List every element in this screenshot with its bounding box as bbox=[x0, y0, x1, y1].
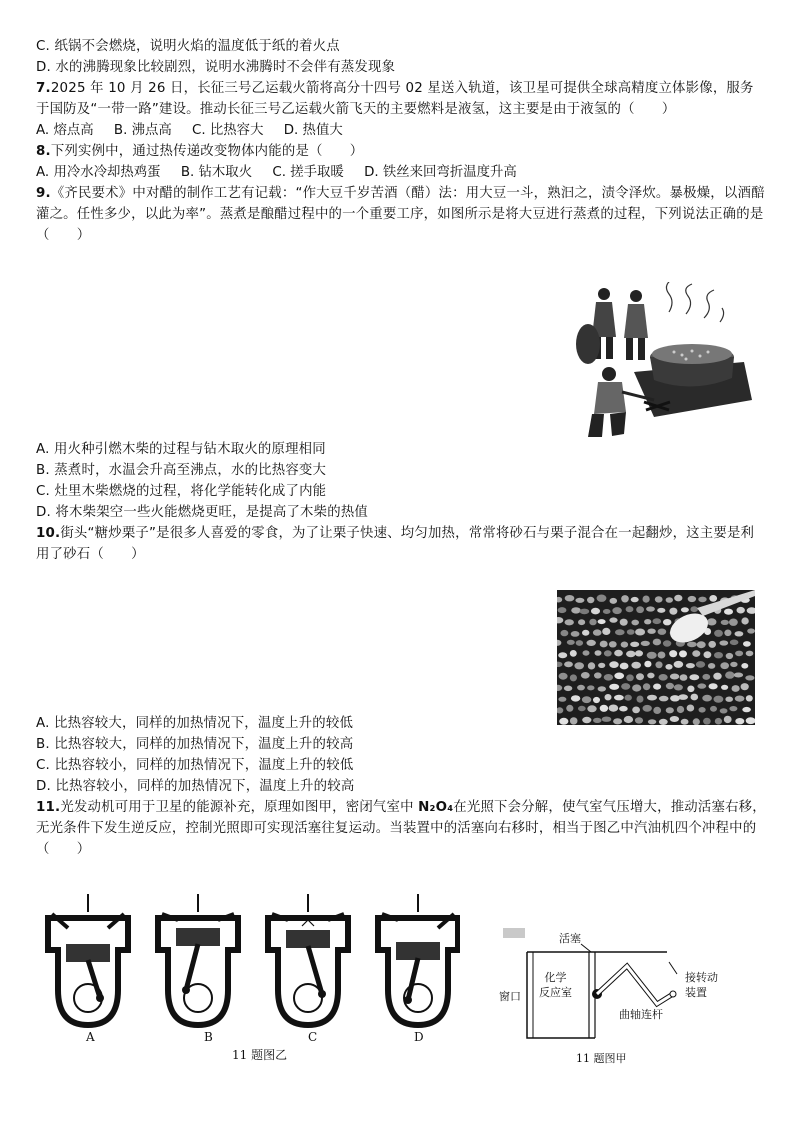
engine-b bbox=[158, 894, 238, 1025]
q8-number: 8. bbox=[36, 144, 51, 159]
engine-label-b: B bbox=[204, 1030, 213, 1044]
q9-option-d: D. 将木柴架空一些火能燃烧更旺，是提高了木柴的热值 bbox=[36, 505, 369, 520]
q8-text: 下列实例中，通过热传递改变物体内能的是（ ） bbox=[50, 144, 364, 159]
q6-option-d: D. 水的沸腾现象比较剧烈，说明水沸腾时不会伴有蒸发现象 bbox=[36, 60, 396, 75]
q10-option-b: B. 比热容较大，同样的加热情况下，温度上升的较高 bbox=[36, 737, 354, 752]
q7-option-c: C. 比热容大 bbox=[192, 123, 264, 138]
figure-caption-yi: 11 题图乙 bbox=[232, 1048, 288, 1062]
q10-stem bbox=[36, 523, 766, 565]
figure-caption-jia: 11 题图甲 bbox=[576, 1052, 627, 1065]
q8-option-c: C. 搓手取暖 bbox=[272, 165, 344, 180]
q11-number: 11. bbox=[36, 800, 61, 815]
q9-option-b: B. 蒸煮时，水温会升高至沸点，水的比热容变大 bbox=[36, 463, 327, 478]
q7-option-d: D. 热值大 bbox=[283, 123, 343, 138]
q9-option-a: A. 用火种引燃木柴的过程与钻木取火的原理相同 bbox=[36, 442, 326, 457]
q8-option-d: D. 铁丝来回弯折温度升高 bbox=[364, 165, 517, 180]
engine-label-c: C bbox=[308, 1030, 318, 1044]
q10-option-a: A. 比热容较大，同样的加热情况下，温度上升的较低 bbox=[36, 716, 354, 731]
q11-text-b: 在光照下会分解，使气室气压增大，推动活塞右移，无光条件下发生逆反应，控制光照即可实现活塞往复运动。当装置中的活塞向右移时，相当于图乙中汽油机四个冲程中的（ ） bbox=[36, 800, 766, 857]
q11-formula: N₂O₄ bbox=[418, 800, 454, 815]
q7-stem bbox=[36, 78, 766, 120]
engine-label-a: A bbox=[86, 1030, 95, 1044]
q9-option-c: C. 灶里木柴燃烧的过程，将化学能转化成了内能 bbox=[36, 484, 327, 499]
q9-number: 9. bbox=[36, 186, 51, 201]
q10-number: 10. bbox=[36, 526, 61, 541]
label-crank: 曲轴连杆 bbox=[619, 1008, 663, 1021]
q10-option-c: C. 比热容较小，同样的加热情况下，温度上升的较低 bbox=[36, 758, 354, 773]
q10-text: 街头“糖炒栗子”是很多人喜爱的零食，为了让栗子快速、均匀加热，常常将砂石与栗子混合在一起翻炒，这主要是利用了砂石（ ） bbox=[36, 526, 755, 562]
q11-stem bbox=[36, 797, 766, 860]
q9-text: 《齐民要术》中对醋的制作工艺有记载：“作大豆千岁苦酒（醋）法：用大豆一斗，熟汩之，渍令泽炊。暴极燥，以酒醅灌之。任性多少，以此为率”。蒸煮是酿醋过程中的一个重要工序，如图所示是将大豆进行蒸煮的过程，下列说法正确的是（ ） bbox=[36, 186, 765, 243]
q9-stem bbox=[36, 183, 766, 246]
engine-label-d: D bbox=[414, 1030, 424, 1044]
q11-text-a: 光发动机可用于卫星的能源补充，原理如图甲，密闭气室中 bbox=[60, 800, 419, 815]
q11-engine-strokes-figure bbox=[40, 890, 460, 1060]
q10-option-d: D. 比热容较小，同样的加热情况下，温度上升的较高 bbox=[36, 779, 355, 794]
label-device: 接转动 装置 bbox=[685, 971, 718, 999]
engine-a bbox=[48, 894, 128, 1025]
q8-options bbox=[36, 162, 766, 183]
q6-option-c: C. 纸锅不会燃烧，说明火焰的温度低于纸的着火点 bbox=[36, 39, 340, 54]
q7-options bbox=[36, 120, 766, 141]
q7-text: 2025 年 10 月 26 日，长征三号乙运载火箭将高分十四号 02 星送入轨道，该卫星可提供全球高精度立体影像，服务于国防及“一带一路”建设。推动长征三号乙运载火箭飞天的主要燃料是液氢，这主要是由于液氢的（ ） bbox=[36, 81, 754, 117]
label-chamber: 化学 反应室 bbox=[539, 971, 572, 999]
q10-chestnut-photo bbox=[557, 590, 755, 725]
q8-option-b: B. 钻木取火 bbox=[180, 165, 253, 180]
q7-number: 7. bbox=[36, 81, 51, 96]
q11-apparatus-figure bbox=[497, 928, 727, 1053]
engine-c bbox=[268, 894, 348, 1025]
q8-option-a: A. 用冷水冷却热鸡蛋 bbox=[36, 165, 161, 180]
q7-option-a: A. 熔点高 bbox=[36, 123, 94, 138]
q9-steaming-illustration bbox=[574, 282, 754, 447]
q7-option-b: B. 沸点高 bbox=[113, 123, 172, 138]
label-piston: 活塞 bbox=[559, 932, 581, 945]
engine-d bbox=[378, 894, 458, 1025]
exam-page bbox=[36, 36, 766, 860]
q8-stem bbox=[36, 141, 766, 162]
label-window: 窗口 bbox=[499, 990, 521, 1003]
